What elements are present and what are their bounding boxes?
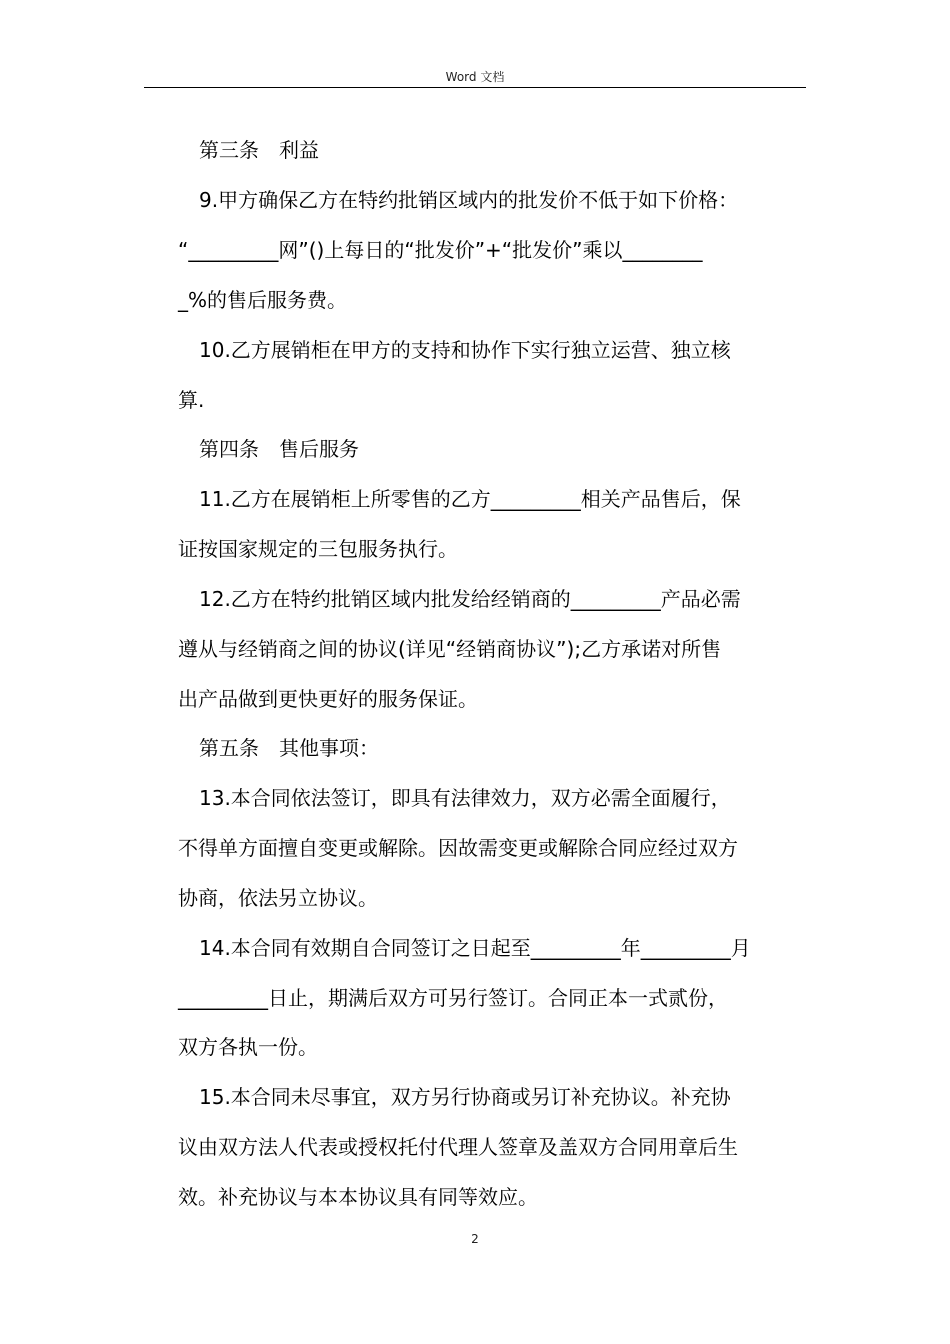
paragraph-line: _________日止，期满后双方可另行签订。合同正本一式贰份， [178, 986, 728, 1010]
paragraph-line: 10.乙方展销柜在甲方的支持和协作下实行独立运营、独立核 [199, 338, 731, 362]
paragraph-line: 13.本合同依法签订，即具有法律效力，双方必需全面履行， [199, 786, 731, 810]
paragraph-line: 14.本合同有效期自合同签订之日起至_________年_________月 [199, 936, 751, 960]
paragraph-line: _%的售后服务费。 [178, 288, 348, 312]
header-title: Word 文档 [445, 70, 505, 84]
paragraph-line: 12.乙方在特约批销区域内批发给经销商的_________产品必需 [199, 587, 741, 611]
paragraph-line: 议由双方法人代表或授权托付代理人签章及盖双方合同用章后生 [178, 1135, 738, 1159]
paragraph-line: 双方各执一份。 [178, 1035, 318, 1059]
paragraph-line: 不得单方面擅自变更或解除。因故需变更或解除合同应经过双方 [178, 836, 738, 860]
paragraph-line: 算. [178, 388, 205, 412]
paragraph-line: 遵从与经销商之间的协议(详见“经销商协议”);乙方承诺对所售 [178, 637, 722, 661]
section-heading: 第五条 其他事项： [199, 736, 379, 760]
paragraph-line: 出产品做到更快更好的服务保证。 [178, 687, 478, 711]
section-heading: 第三条 利益 [199, 138, 319, 162]
paragraph-line: 协商，依法另立协议。 [178, 886, 378, 910]
section-heading: 第四条 售后服务 [199, 437, 359, 461]
paragraph-line: 效。补充协议与本本协议具有同等效应。 [178, 1185, 538, 1209]
header-divider [144, 87, 806, 88]
paragraph-line: 15.本合同未尽事宜，双方另行协商或另订补充协议。补充协 [199, 1085, 731, 1109]
page-number: 2 [471, 1232, 479, 1246]
paragraph-line: 11.乙方在展销柜上所零售的乙方_________相关产品售后，保 [199, 487, 741, 511]
paragraph-line: “_________网”()上每日的“批发价”+“批发价”乘以________ [178, 238, 703, 262]
paragraph-line: 证按国家规定的三包服务执行。 [178, 537, 458, 561]
paragraph-line: 9.甲方确保乙方在特约批销区域内的批发价不低于如下价格： [199, 188, 739, 212]
